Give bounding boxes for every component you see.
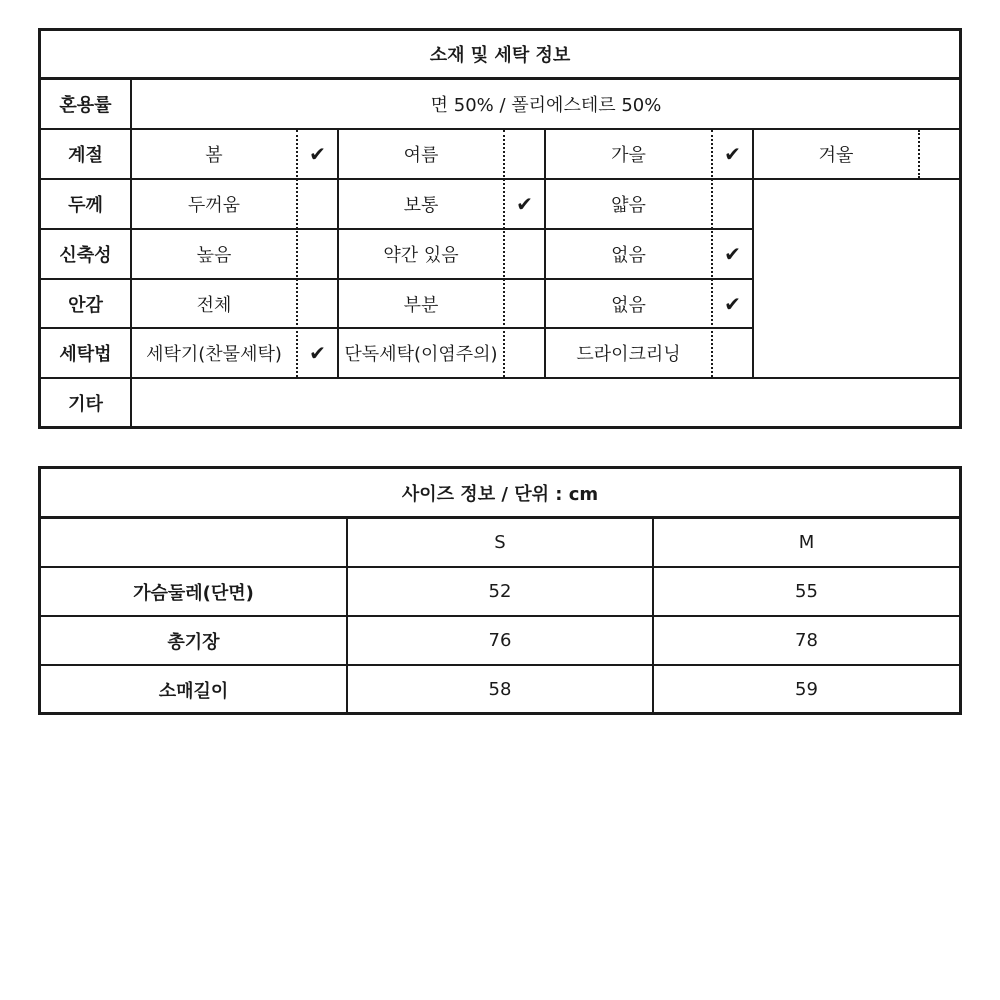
lining-option-full: 전체: [196, 294, 232, 316]
season-option-winter: 겨울: [818, 145, 854, 166]
material-table-title: 소재 및 세탁 정보: [429, 45, 571, 66]
size-header-blank: [41, 519, 346, 566]
washing-option-separate: 단독세탁(이염주의): [344, 344, 498, 365]
season-autumn-check-icon: ✔: [724, 142, 741, 166]
row-label-stretch: 신축성: [59, 245, 112, 266]
size-sleeve-s: 58: [488, 679, 512, 700]
size-row-label-chest: 가슴둘레(단면): [133, 582, 254, 604]
size-chest-m: 55: [795, 581, 818, 602]
row-label-thickness: 두께: [68, 195, 103, 216]
stretch-option-high: 높음: [196, 245, 232, 266]
season-option-autumn: 가을: [611, 145, 646, 166]
stretch-option-none: 없음: [611, 245, 646, 266]
size-row-label-length: 총기장: [167, 631, 220, 653]
row-label-season: 계절: [68, 145, 103, 166]
lining-option-none: 없음: [611, 294, 646, 316]
lining-none-check-icon: ✔: [724, 291, 741, 316]
washing-option-machine: 세탁기(찬물세탁): [146, 344, 282, 365]
thickness-option-thin: 얇음: [611, 195, 646, 216]
blend-value: 면 50% / 폴리에스테르 50%: [430, 94, 662, 116]
size-table-title: 사이즈 정보 / 단위 : cm: [401, 483, 599, 505]
lining-option-partial: 부분: [403, 294, 439, 316]
row-label-washing: 세탁법: [59, 344, 112, 365]
size-chest-s: 52: [488, 581, 512, 602]
row-label-etc: 기타: [68, 394, 103, 415]
washing-option-dryclean: 드라이크리닝: [576, 344, 681, 365]
row-label-lining: 안감: [68, 294, 103, 316]
stretch-none-check-icon: ✔: [724, 242, 741, 266]
size-length-s: 76: [488, 630, 512, 651]
size-sleeve-m: 59: [795, 679, 818, 700]
stretch-option-some: 약간 있음: [383, 245, 459, 266]
season-option-spring: 봄: [205, 145, 223, 166]
thickness-option-normal: 보통: [403, 195, 439, 216]
washing-machine-check-icon: ✔: [309, 341, 326, 365]
thickness-option-thick: 두꺼움: [187, 195, 241, 216]
size-header-s: S: [494, 532, 506, 553]
size-row-label-sleeve: 소매길이: [158, 680, 229, 702]
size-header-m: M: [798, 532, 815, 553]
size-length-m: 78: [795, 630, 818, 651]
etc-value: [132, 379, 960, 427]
thickness-normal-check-icon: ✔: [516, 192, 533, 216]
season-spring-check-icon: ✔: [309, 142, 326, 166]
season-option-summer: 여름: [403, 145, 439, 166]
row-label-blend: 혼용률: [59, 94, 112, 116]
